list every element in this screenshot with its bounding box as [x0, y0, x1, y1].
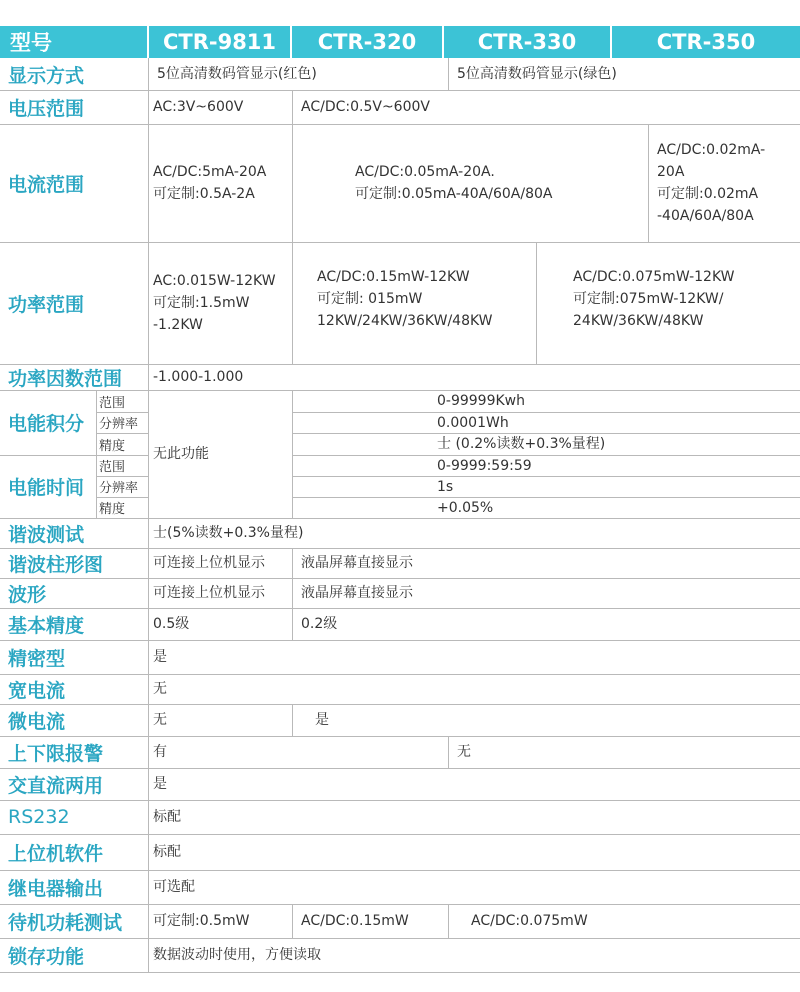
- waveform-others: 液晶屏幕直接显示: [301, 585, 413, 601]
- row-label-acdc: 交直流两用: [8, 774, 104, 797]
- grid-line: [292, 704, 293, 736]
- power-ctr-9811: AC:0.015W-12KW 可定制:1.5mW -1.2KW: [153, 273, 276, 333]
- row-label-wide-current: 宽电流: [8, 679, 66, 702]
- energy-time-range-value: 0-9999:59:59: [437, 457, 532, 474]
- no-function-note: 无此功能: [153, 446, 209, 462]
- harmonic-bar-others: 液晶屏幕直接显示: [301, 555, 413, 571]
- display-red: 5位高清数码管显示(红色): [157, 66, 317, 82]
- power-ctr-330-350: AC/DC:0.075mW-12KW 可定制:075mW-12KW/ 24KW/36KW/48KW: [573, 269, 735, 329]
- alarm-right: 无: [457, 744, 471, 760]
- acdc-value: 是: [153, 776, 167, 792]
- row-label-current: 电流范围: [8, 173, 85, 196]
- row-label-power-factor: 功率因数范围: [8, 367, 123, 390]
- current-ctr-350: AC/DC:0.02mA- 20A 可定制:0.02mA -40A/60A/80A: [657, 142, 766, 224]
- header-model-ctr-330: CTR-330: [444, 26, 610, 58]
- current-ctr-9811: AC/DC:5mA-20A 可定制:0.5A-2A: [153, 164, 267, 202]
- alarm-left: 有: [153, 744, 167, 760]
- energy-sub-resolution: 分辨率: [99, 417, 139, 432]
- grid-line: [448, 736, 449, 768]
- grid-line: [648, 124, 649, 242]
- row-label-accuracy: 基本精度: [8, 614, 85, 637]
- grid-line: [292, 390, 293, 518]
- accuracy-others: 0.2级: [301, 616, 338, 632]
- energy-time-accuracy-value: +0.05%: [437, 499, 494, 516]
- grid-line: [0, 972, 800, 973]
- row-label-waveform: 波形: [8, 583, 47, 606]
- energy-range-value: 0-99999Kwh: [437, 393, 525, 409]
- energy-accuracy-value: 士 (0.2%读数+0.3%量程): [437, 436, 606, 452]
- header-model-label: 型号: [0, 26, 147, 58]
- display-green: 5位高清数码管显示(绿色): [457, 66, 617, 82]
- energy-time-sub-resolution: 分辨率: [99, 481, 139, 496]
- micro-current-ctr-9811: 无: [153, 712, 167, 728]
- row-label-software: 上位机软件: [8, 842, 104, 865]
- current-ctr-320-330: AC/DC:0.05mA-20A. 可定制:0.05mA-40A/60A/80A: [355, 164, 553, 202]
- grid-line: [292, 608, 293, 640]
- row-label-hold: 锁存功能: [8, 945, 85, 968]
- standby-ctr-320: AC/DC:0.15mW: [301, 913, 409, 929]
- row-label-power: 功率范围: [8, 293, 85, 316]
- precision-value: 是: [153, 649, 167, 665]
- grid-line: [448, 904, 449, 938]
- row-label-harmonic: 谐波测试: [8, 523, 85, 546]
- energy-sub-accuracy: 精度: [99, 438, 126, 454]
- grid-line: [448, 58, 449, 90]
- hold-value: 数据波动时使用，方便读取: [153, 947, 321, 963]
- harmonic-value: 士(5%读数+0.3%量程): [153, 525, 304, 541]
- row-label-energy-time: 电能时间: [8, 477, 85, 499]
- harmonic-bar-ctr-9811: 可连接上位机显示: [153, 555, 265, 571]
- row-label-precision: 精密型: [8, 647, 66, 670]
- energy-time-resolution-value: 1s: [437, 478, 454, 495]
- row-label-standby: 待机功耗测试: [8, 911, 123, 934]
- row-label-voltage: 电压范围: [8, 97, 85, 120]
- relay-value: 可选配: [153, 879, 195, 895]
- waveform-ctr-9811: 可连接上位机显示: [153, 585, 265, 601]
- grid-line: [292, 90, 293, 124]
- energy-resolution-value: 0.0001Wh: [437, 414, 509, 431]
- software-value: 标配: [153, 844, 181, 860]
- row-label-alarm: 上下限报警: [8, 742, 104, 765]
- row-label-rs232: RS232: [8, 806, 70, 828]
- header-model-ctr-350: CTR-350: [612, 26, 800, 58]
- standby-ctr-330-350: AC/DC:0.075mW: [471, 913, 588, 929]
- row-label-micro-current: 微电流: [8, 710, 66, 733]
- energy-sub-range: 范围: [99, 395, 126, 411]
- micro-current-others: 是: [315, 712, 329, 728]
- row-label-harmonic-bar: 谐波柱形图: [8, 553, 104, 576]
- grid-line: [292, 904, 293, 938]
- standby-ctr-9811: 可定制:0.5mW: [153, 913, 250, 929]
- grid-line: [292, 548, 293, 608]
- accuracy-ctr-9811: 0.5级: [153, 616, 190, 632]
- wide-current-value: 无: [153, 681, 167, 697]
- voltage-others: AC/DC:0.5V~600V: [301, 99, 430, 115]
- power-factor-value: -1.000-1.000: [153, 369, 244, 385]
- row-label-energy: 电能积分: [8, 413, 85, 435]
- header-model-ctr-9811: CTR-9811: [149, 26, 290, 58]
- energy-time-sub-accuracy: 精度: [99, 502, 126, 517]
- power-ctr-320: AC/DC:0.15mW-12KW 可定制: 015mW 12KW/24KW/36KW/48KW: [317, 269, 493, 329]
- grid-line: [536, 242, 537, 364]
- grid-line: [292, 124, 293, 364]
- rs232-value: 标配: [153, 809, 181, 825]
- energy-time-sub-range: 范围: [99, 460, 126, 475]
- row-label-display: 显示方式: [8, 64, 85, 87]
- voltage-ctr-9811: AC:3V~600V: [153, 99, 244, 115]
- row-label-relay: 继电器输出: [8, 877, 104, 900]
- header-model-ctr-320: CTR-320: [292, 26, 442, 58]
